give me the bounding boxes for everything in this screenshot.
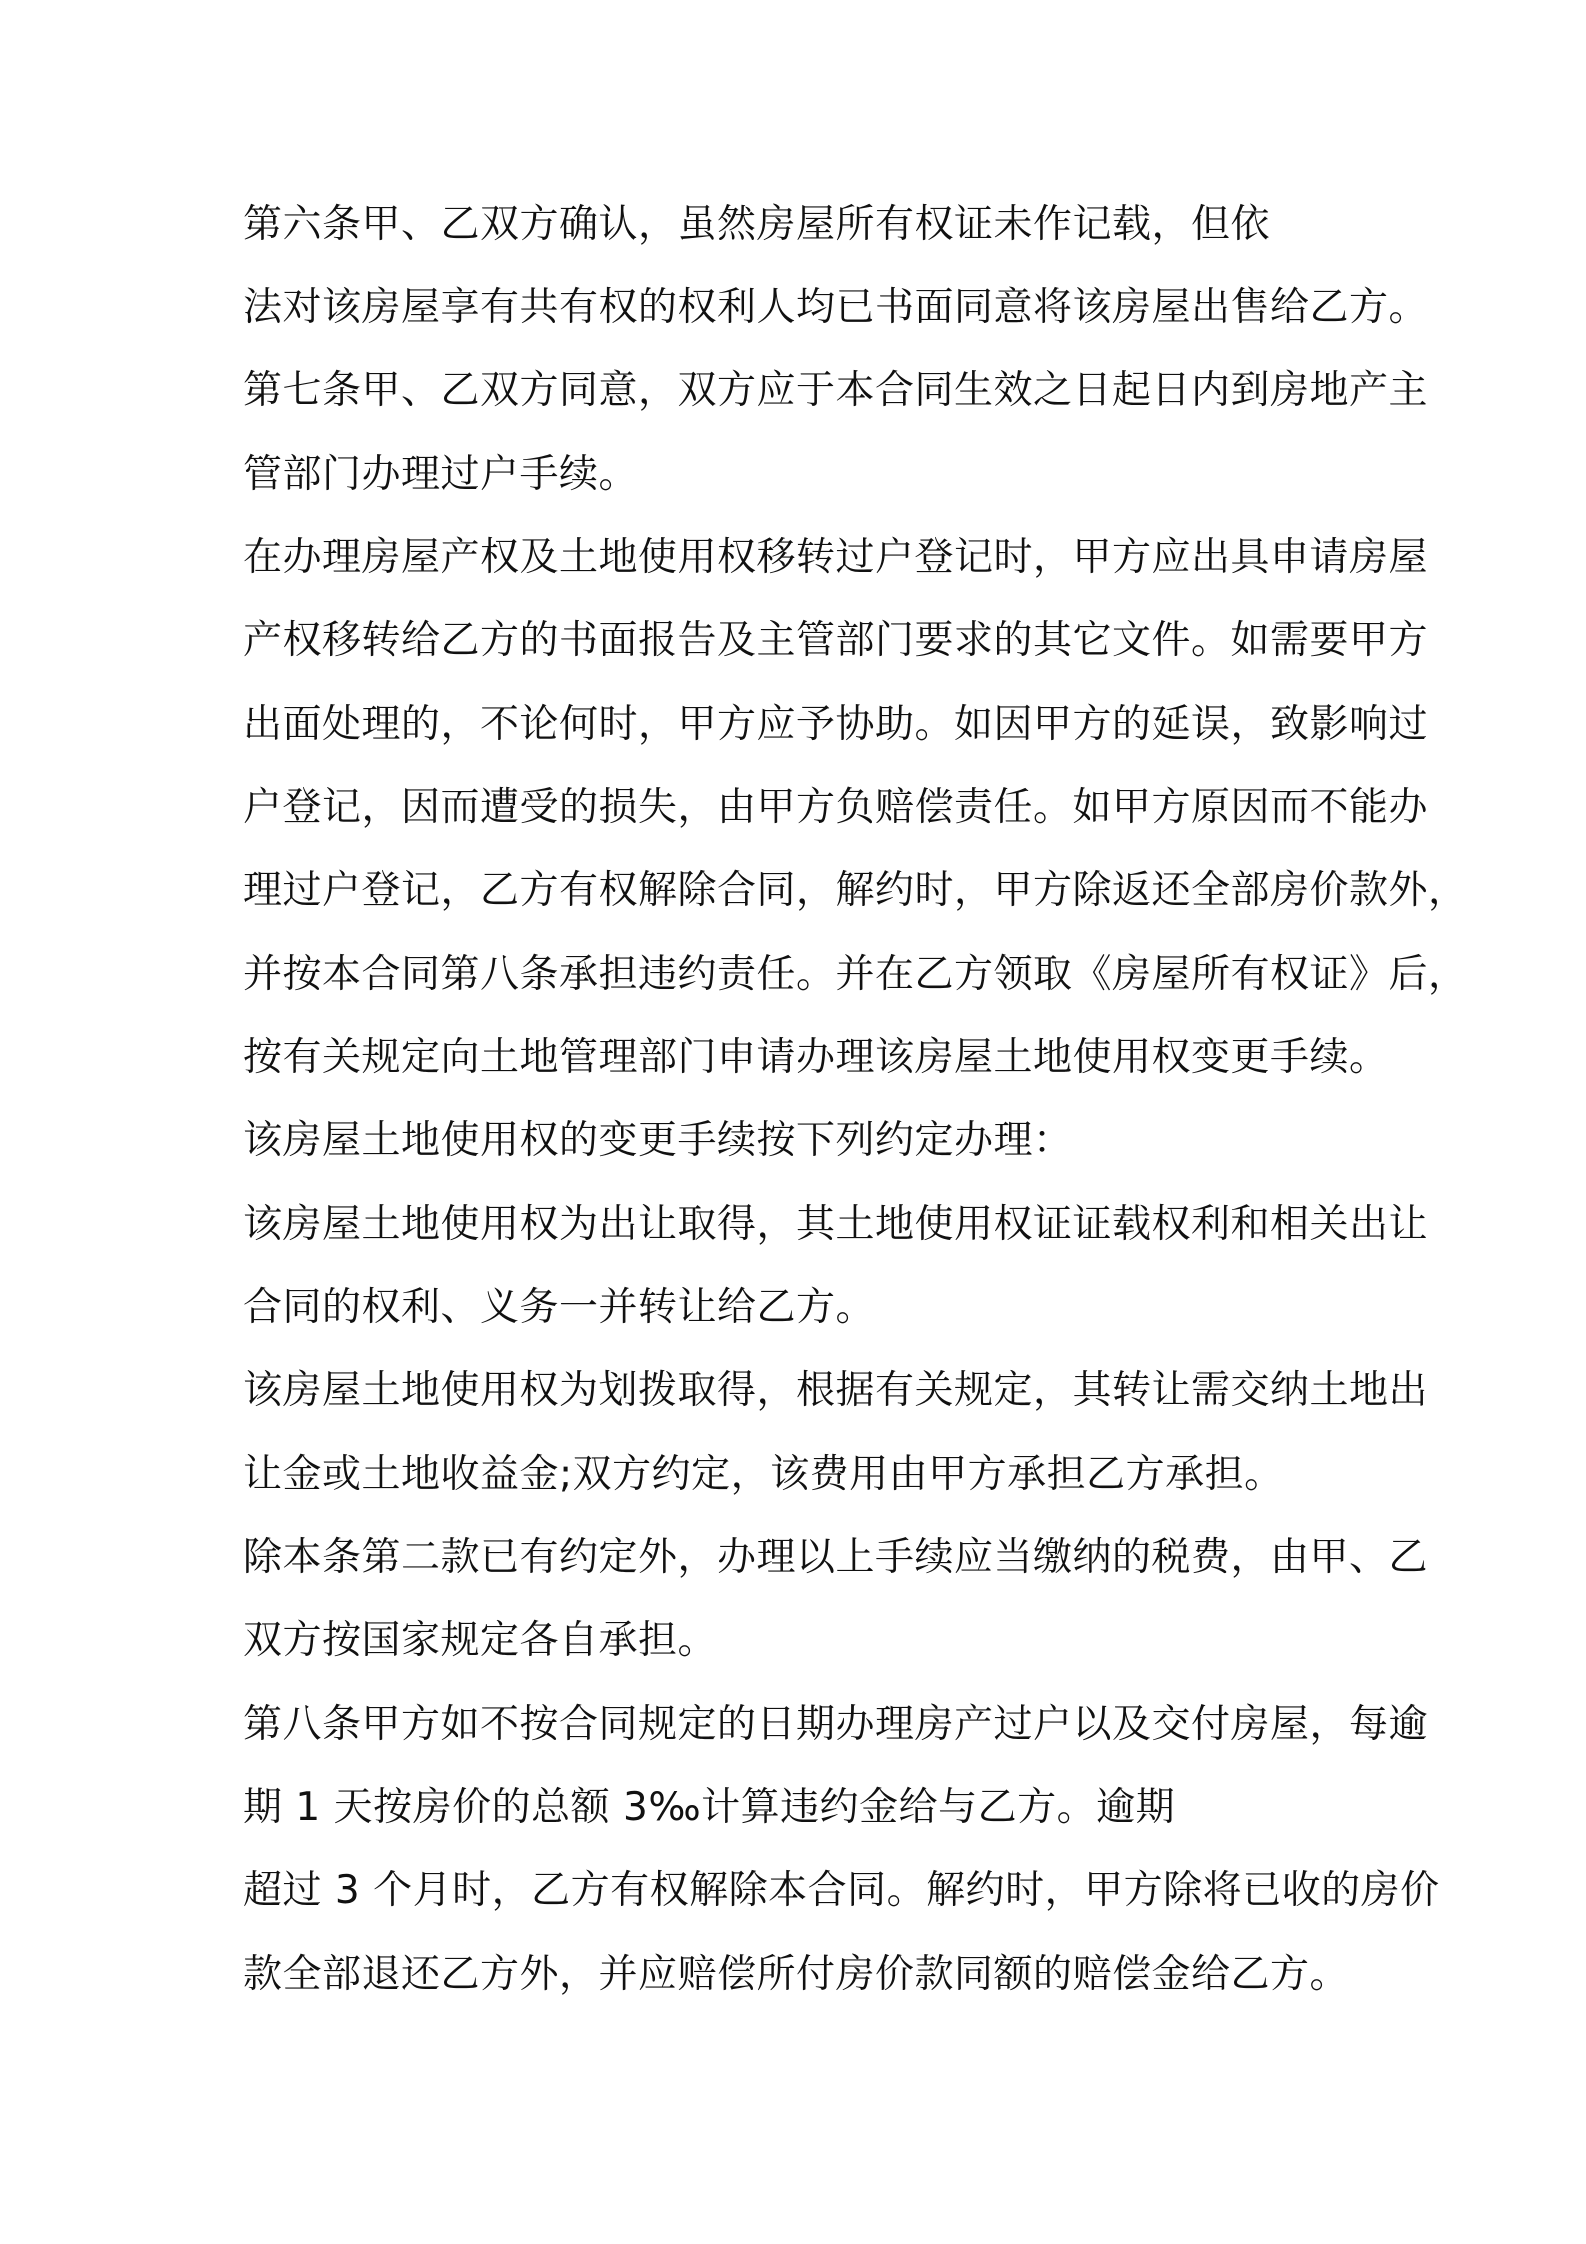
text-line: 该房屋土地使用权为出让取得，其土地使用权证证载权利和相关出让 <box>243 1202 1429 1247</box>
text-line: 第六条甲、乙双方确认，虽然房屋所有权证未作记载，但依 <box>243 202 1271 247</box>
text-line: 理过户登记，乙方有权解除合同，解约时，甲方除返还全部房价款外， <box>243 868 1468 913</box>
text-line: 该房屋土地使用权的变更手续按下列约定办理： <box>243 1118 1073 1163</box>
text-line: 出面处理的，不论何时，甲方应予协助。如因甲方的延误，致影响过 <box>243 702 1429 747</box>
text-line: 第七条甲、乙双方同意，双方应于本合同生效之日起日内到房地产主 <box>243 368 1429 413</box>
text-line: 法对该房屋享有共有权的权利人均已书面同意将该房屋出售给乙方。 <box>243 285 1429 330</box>
text-line: 按有关规定向土地管理部门申请办理该房屋土地使用权变更手续。 <box>243 1035 1389 1080</box>
text-line: 第八条甲方如不按合同规定的日期办理房产过户以及交付房屋，每逾 <box>243 1702 1429 1747</box>
text-line: 款全部退还乙方外，并应赔偿所付房价款同额的赔偿金给乙方。 <box>243 1952 1350 1997</box>
text-line: 产权移转给乙方的书面报告及主管部门要求的其它文件。如需要甲方 <box>243 618 1429 663</box>
text-line: 超过 3 个月时，乙方有权解除本合同。解约时，甲方除将已收的房价 <box>243 1868 1440 1913</box>
text-line: 管部门办理过户手续。 <box>243 452 639 497</box>
text-line: 并按本合同第八条承担违约责任。并在乙方领取《房屋所有权证》后， <box>243 952 1468 997</box>
text-line: 让金或土地收益金;双方约定，该费用由甲方承担乙方承担。 <box>243 1452 1284 1497</box>
text-line: 在办理房屋产权及土地使用权移转过户登记时，甲方应出具申请房屋 <box>243 535 1429 580</box>
text-line: 合同的权利、义务一并转让给乙方。 <box>243 1285 876 1330</box>
text-line: 期 1 天按房价的总额 3‰计算违约金给与乙方。逾期 <box>243 1785 1176 1830</box>
text-line: 该房屋土地使用权为划拨取得，根据有关规定，其转让需交纳土地出 <box>243 1368 1429 1413</box>
text-line: 双方按国家规定各自承担。 <box>243 1618 718 1663</box>
text-line: 除本条第二款已有约定外，办理以上手续应当缴纳的税费，由甲、乙 <box>243 1535 1429 1580</box>
text-line: 户登记，因而遭受的损失，由甲方负赔偿责任。如甲方原因而不能办 <box>243 785 1429 830</box>
